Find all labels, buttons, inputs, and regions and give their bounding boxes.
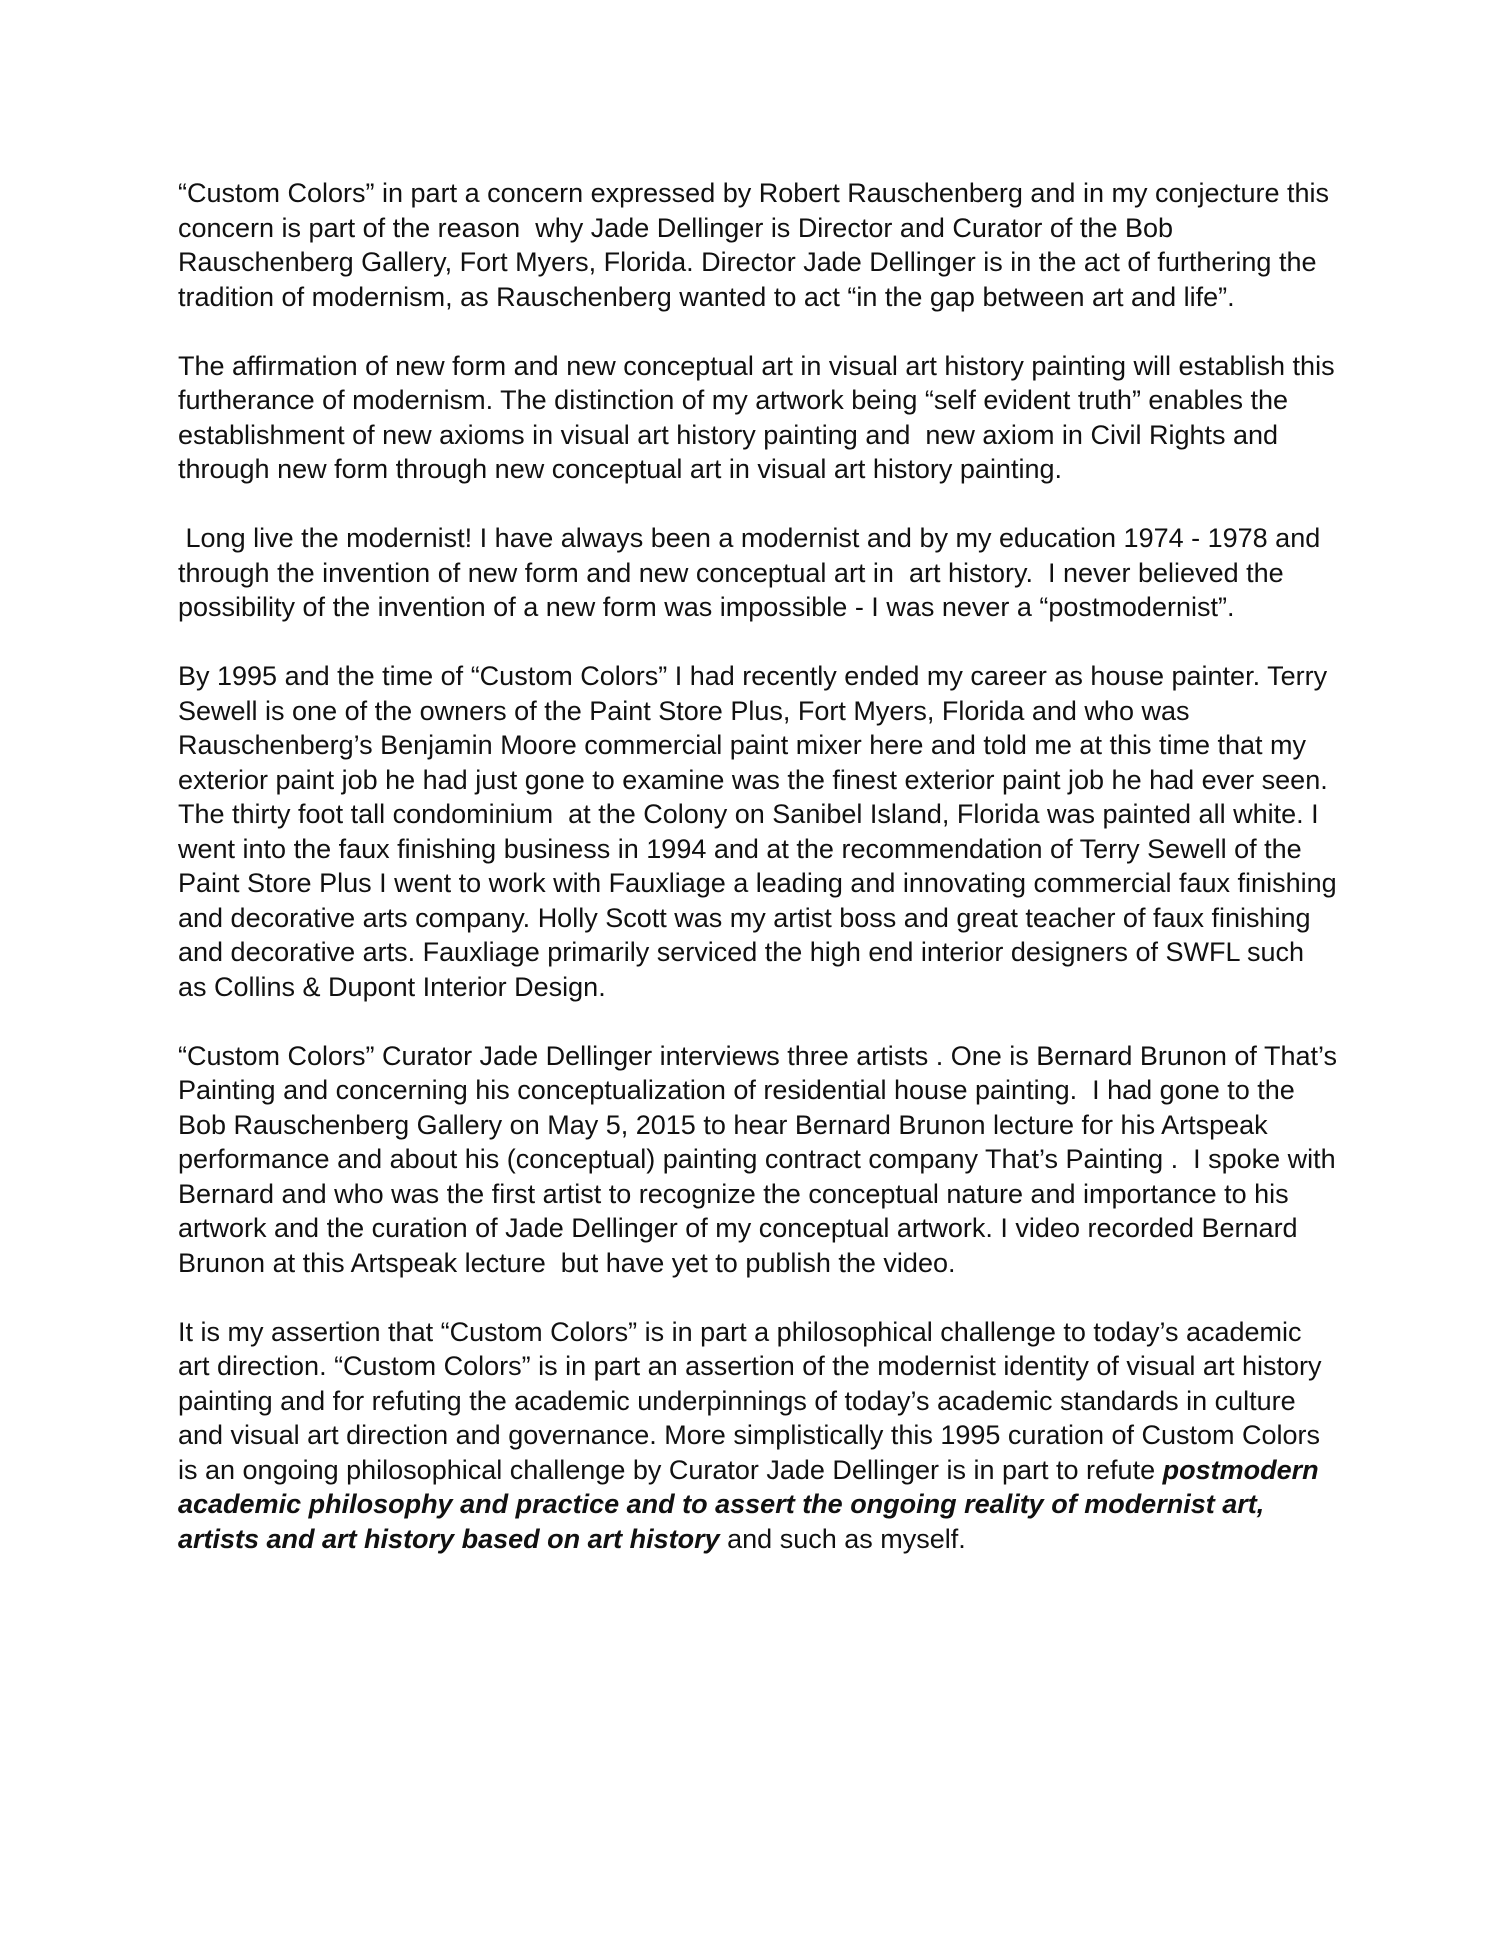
document-body xyxy=(178,176,1345,1556)
paragraph-6-tail: and such as myself. xyxy=(719,1523,966,1554)
paragraph-6 xyxy=(178,1315,1338,1557)
paragraph-1: “Custom Colors” in part a concern expressed by Robert Rauschenberg and in my conjecture this concern is part of the reason why Jade Dellinger is Director and Curator of the Bob Rauschenberg Gallery, Fort Myers, Florida. Director Jade Dellinger is in the act of furthering the tradition of modernism, as Rauschenberg wanted to act “in the gap between art and life”. xyxy=(178,178,1337,312)
paragraph-4: By 1995 and the time of “Custom Colors” I had recently ended my career as house painter. Terry Sewell is one of the owners of the Paint Store Plus, Fort Myers, Florida and who was Rauschenberg’s Benjamin Moore commercial paint mixer here and told me at this time that my exterior paint job he had just gone to examine was the finest exterior paint job he had ever seen. The thirty foot tall condominium at the Colony on Sanibel Island, Florida was painted all white. I went into the faux finishing business in 1994 and at the recommendation of Terry Sewell of the Paint Store Plus I went to work with Fauxliage a leading and innovating commercial faux finishing and decorative arts company. Holly Scott was my artist boss and great teacher of faux finishing and decorative arts. Fauxliage primarily serviced the high end interior designers of SWFL such as Collins & Dupont Interior Design. xyxy=(178,661,1345,1002)
paragraph-5: “Custom Colors” Curator Jade Dellinger interviews three artists . One is Bernard Brunon of That’s Painting and concerning his conceptualization of residential house painting. I had gone to the Bob Rauschenberg Gallery on May 5, 2015 to hear Bernard Brunon lecture for his Artspeak performance and about his (conceptual) painting contract company That’s Painting . I spoke with Bernard and who was the first artist to recognize the conceptual nature and importance to his artwork and the curation of Jade Dellinger of my conceptual artwork. I video recorded Bernard Brunon at this Artspeak lecture but have yet to publish the video. xyxy=(178,1040,1345,1278)
paragraph-6-emphasis: postmodern academic philosophy and practice and to assert the ongoing reality of modernist art, artists and art history based on art history xyxy=(178,1454,1327,1554)
paragraph-6-lead: It is my assertion that “Custom Colors” is in part a philosophical challenge to today’s academic art direction. “Custom Colors” is in part an assertion of the modernist identity of visual art history painting and for refuting the academic underpinnings of today’s academic standards in culture and visual art direction and governance. More simplistically this 1995 curation of Custom Colors is an ongoing philosophical challenge by Curator Jade Dellinger is in part to refute xyxy=(178,1316,1329,1485)
paragraph-2: The affirmation of new form and new conceptual art in visual art history painting will establish this furtherance of modernism. The distinction of my artwork being “self evident truth” enables the establishment of new axioms in visual art history painting and new axiom in Civil Rights and through new form through new conceptual art in visual art history painting. xyxy=(178,350,1343,484)
paragraph-3: Long live the modernist! I have always been a modernist and by my education 1974 - 1978 and through the invention of new form and new conceptual art in art history. I never believed the possibility of the invention of a new form was impossible - I was never a “postmodernist”. xyxy=(178,523,1328,622)
